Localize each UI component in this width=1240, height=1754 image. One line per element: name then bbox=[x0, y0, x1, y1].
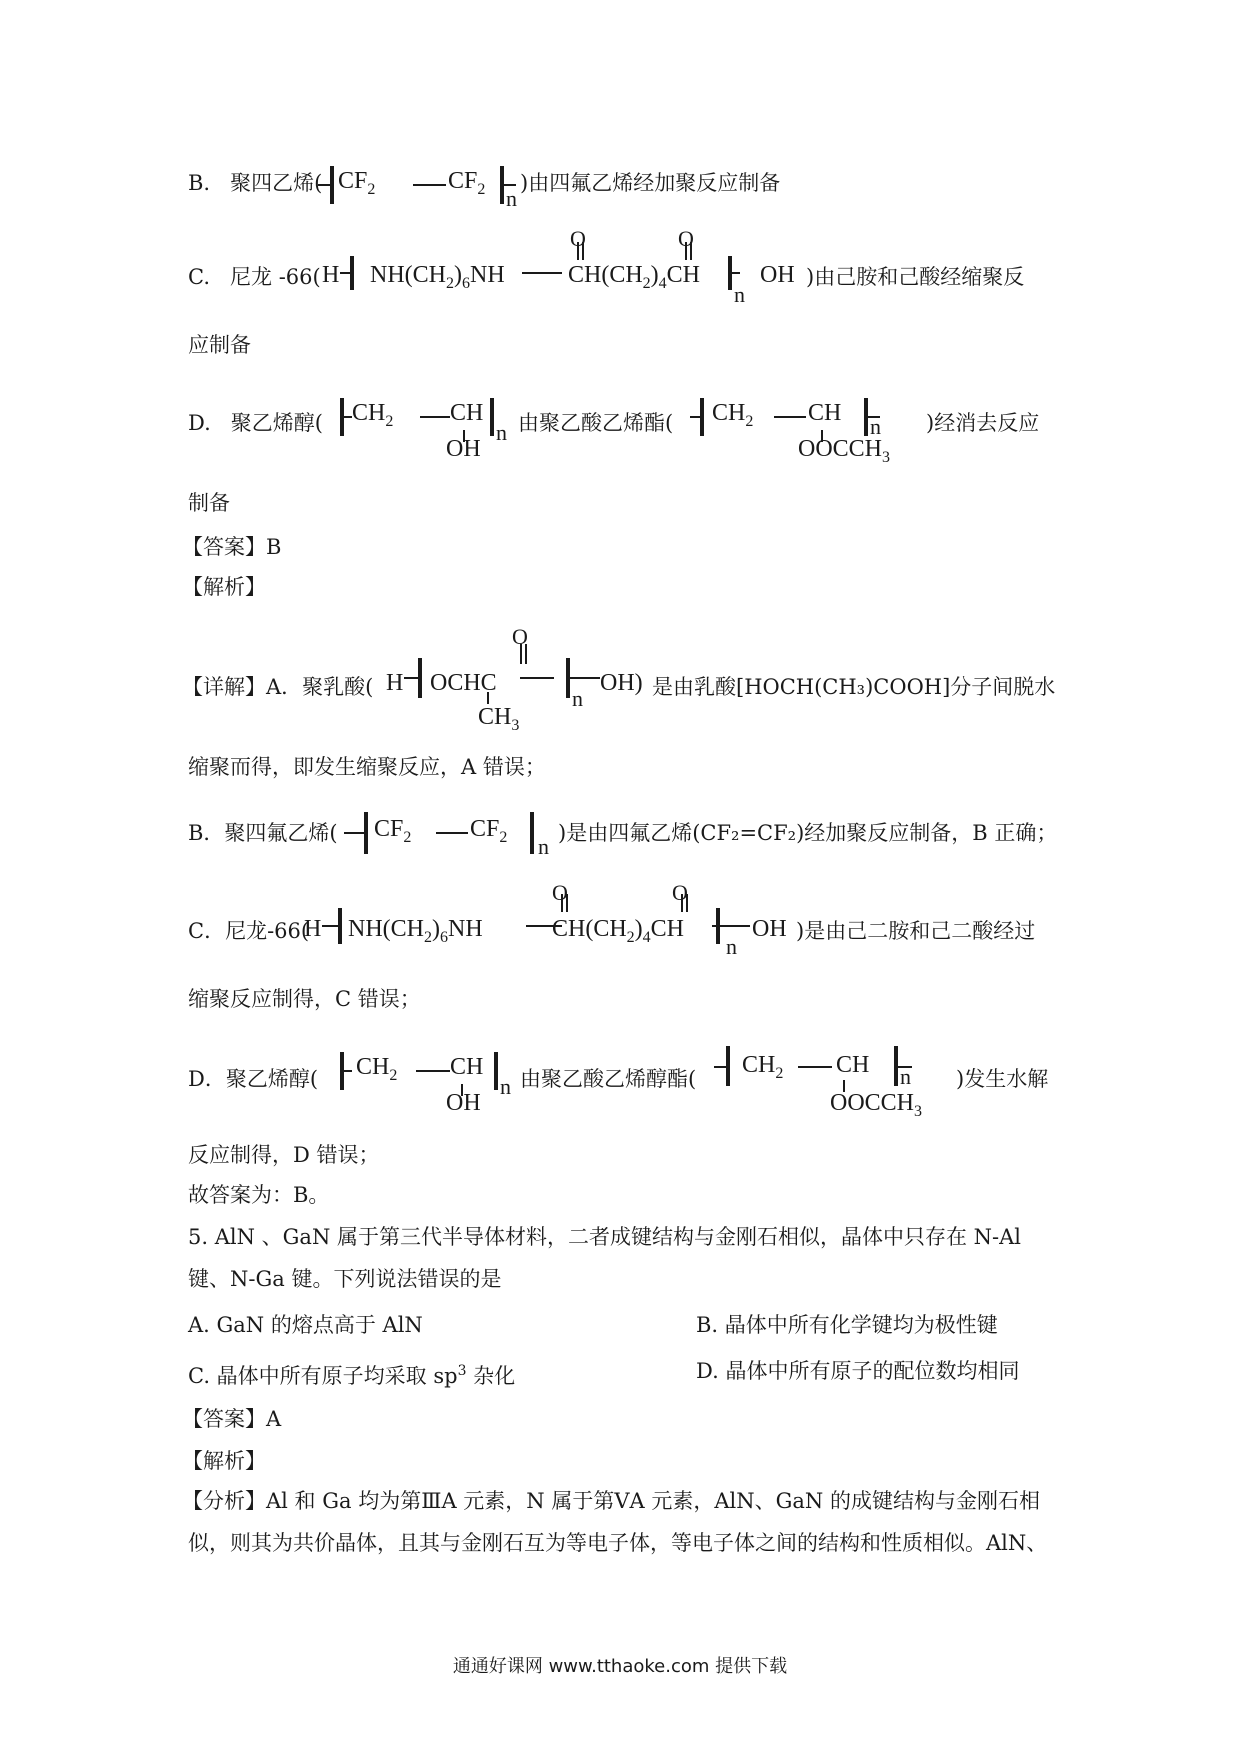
option-c-tail: )由己胺和己酸经缩聚反 bbox=[806, 265, 1025, 289]
analysis-title-q4: 【解析】 bbox=[182, 575, 266, 599]
q5-option-b: B. 晶体中所有化学键均为极性键 bbox=[696, 1313, 998, 1337]
detail-b-prefix: B．聚四氟乙烯( bbox=[188, 821, 338, 845]
detail-d-mid: 由聚乙酸乙烯醇酯( bbox=[520, 1067, 697, 1091]
option-d-cont: 制备 bbox=[188, 491, 230, 515]
q5-option-a: A. GaN 的熔点高于 AlN bbox=[188, 1313, 423, 1337]
page-footer: 通通好课网 www.tthaoke.com 提供下载 bbox=[452, 1656, 788, 1677]
analysis-title-q5: 【解析】 bbox=[182, 1449, 266, 1473]
q5-analysis-1: 【分析】Al 和 Ga 均为第ⅢA 元素，N 属于第ⅤA 元素，AlN、GaN 的成键结构与金刚石相 bbox=[182, 1489, 1040, 1513]
q5-stem-1: 5. AlN 、GaN 属于第三代半导体材料，二者成键结构与金刚石相似，晶体中只存在 N-Al bbox=[188, 1225, 1022, 1249]
detail-d-prefix: D．聚乙烯醇( bbox=[188, 1067, 319, 1091]
option-label: D. bbox=[188, 411, 211, 435]
detail-a-tail: 是由乳酸[HOCH(CH₃)COOH]分子间脱水 bbox=[652, 675, 1056, 699]
option-d-tail: )经消去反应 bbox=[926, 411, 1040, 435]
q5-option-c-tail: 杂化 bbox=[466, 1364, 516, 1388]
detail-c-prefix: C．尼龙-66( bbox=[188, 919, 310, 943]
detail-b-tail: )是由四氟乙烯(CF₂=CF₂)经加聚反应制备，B 正确； bbox=[558, 821, 1058, 845]
detail-a-cont: 缩聚而得，即发生缩聚反应，A 错误； bbox=[188, 755, 546, 779]
answer-q4: 【答案】B bbox=[182, 535, 282, 559]
option-d-mid: 由聚乙酸乙烯酯( bbox=[518, 411, 674, 435]
detail-d-tail: )发生水解 bbox=[956, 1067, 1049, 1091]
detail-c-cont: 缩聚反应制得，C 错误； bbox=[188, 987, 421, 1011]
option-text: 尼龙 -66( bbox=[230, 265, 321, 289]
option-label: C. bbox=[188, 265, 210, 289]
q5-option-c-sup: 3 bbox=[457, 1363, 467, 1379]
detail-c-tail: )是由己二胺和己二酸经过 bbox=[796, 919, 1036, 943]
answer-q5: 【答案】A bbox=[182, 1407, 282, 1431]
option-b-tail: )由四氟乙烯经加聚反应制备 bbox=[520, 171, 781, 195]
option-text: 聚乙烯醇( bbox=[230, 411, 323, 435]
detail-d-cont: 反应制得，D 错误； bbox=[188, 1143, 380, 1167]
option-text: 聚四乙烯( bbox=[230, 171, 323, 195]
q5-analysis-2: 似，则其为共价晶体，且其与金刚石互为等电子体，等电子体之间的结构和性质相似。AlN、 bbox=[188, 1531, 1048, 1555]
conclusion-q4: 故答案为：B。 bbox=[188, 1183, 330, 1207]
q5-stem-2: 键、N-Ga 键。下列说法错误的是 bbox=[188, 1267, 502, 1291]
q5-option-d: D. 晶体中所有原子的配位数均相同 bbox=[696, 1359, 1020, 1383]
option-c-cont: 应制备 bbox=[188, 333, 251, 357]
detail-a-prefix: 【详解】A．聚乳酸( bbox=[182, 675, 374, 699]
option-label: B. bbox=[188, 171, 211, 195]
q5-option-c bbox=[188, 1356, 515, 1391]
q5-option-c-text: C. 晶体中所有原子均采取 sp bbox=[188, 1364, 458, 1388]
